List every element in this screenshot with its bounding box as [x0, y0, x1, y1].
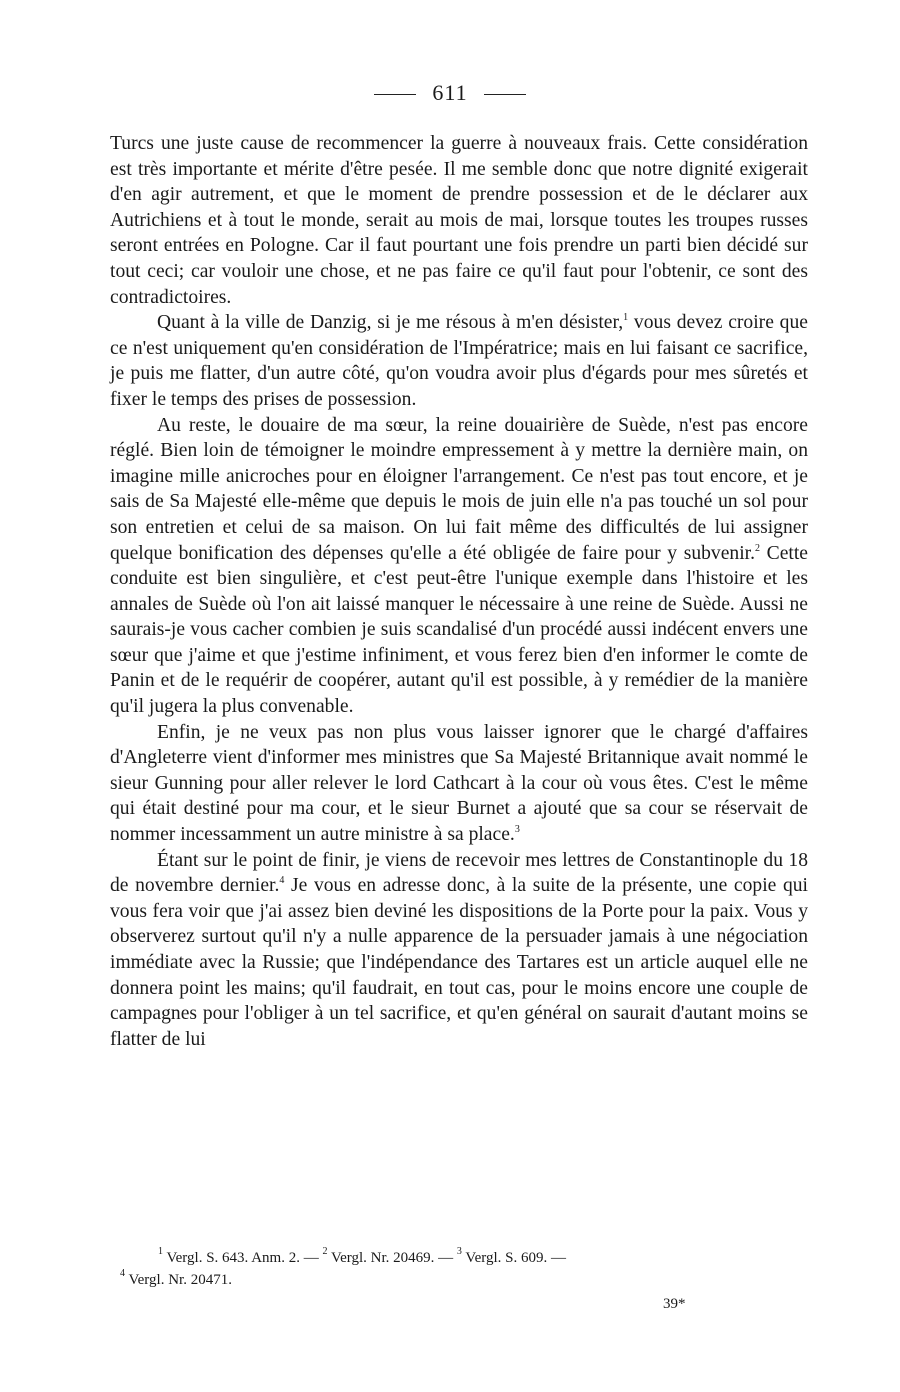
footnote-ref: 4	[279, 875, 285, 887]
paragraph	[110, 413, 808, 720]
footnote-ref: 2	[322, 1246, 328, 1257]
text-run: Vergl. Nr. 20471.	[125, 1272, 232, 1288]
footnote-ref: 4	[120, 1268, 125, 1279]
text-run: Vergl. Nr. 20469. —	[327, 1250, 457, 1266]
footnote-line	[120, 1247, 810, 1269]
text-run: Turcs une juste cause de recommencer la guerre à nouveaux frais. Cette considération est très importante et mérite d'être pesée. Il me semble donc que notre dignité exigerait d'en agir autrement, et que le moment de prendre possession et de le déclarer aux Autrichiens et à tout le monde, serait au mois de mai, lorsque toutes les troupes russes seront entrées en Pologne. Car il faut pourtant une fois prendre un parti bien décidé sur tout ceci; car vouloir une chose, et ne pas faire ce qu'il faut pour l'obtenir, ce sont des contradictoires.	[110, 133, 808, 308]
text-run: Au reste, le douaire de ma sœur, la reine douairière de Suède, n'est pas encore réglé. Bien loin de témoigner le moindre empressement à y mettre la dernière main, on imagine mille anicroches pour en éloigner l'arrangement. Ce n'est pas tout encore, et je sais de Sa Majesté elle-même que depuis le mois de juin elle n'a pas touché un sol pour son entretien et celui de sa maison. On lui fait même des difficultés de lui assigner quelque bonification des dépenses qu'elle a été obligée de faire pour y subvenir.	[110, 414, 808, 564]
paragraph	[110, 310, 808, 412]
paragraph	[110, 131, 808, 310]
footnote-ref: 1	[623, 312, 629, 324]
paragraph	[110, 720, 808, 848]
signature-mark: 39*	[663, 1296, 686, 1312]
footnote-ref: 2	[755, 542, 761, 554]
header-rule-left	[374, 94, 416, 95]
text-run: Vergl. S. 643. Anm. 2. —	[163, 1250, 323, 1266]
footnotes	[120, 1247, 810, 1291]
page-number: 611	[432, 80, 468, 105]
text-run: Vergl. S. 609. —	[461, 1250, 566, 1266]
page-header	[0, 80, 900, 106]
text-run: Étant sur le point de finir, je viens de recevoir mes lettres de Constantinople du 18 de novembre dernier.	[110, 849, 808, 897]
footnote-ref: 3	[514, 824, 520, 836]
paragraph	[110, 848, 808, 1053]
body-text	[110, 131, 808, 1052]
footnote-ref: 1	[158, 1246, 163, 1257]
footnote-line	[120, 1269, 810, 1291]
text-run: vous devez croire que ce n'est uniquement qu'en considération de l'Impératrice; mais en lui faisant ce sacrifice, je puis me flatter, d'un autre côté, qu'on voudra avoir plus d'égards pour mes sûretés et fixer le temps des prises de possession.	[110, 312, 808, 410]
text-run: Cette conduite est bien singulière, et c'est peut-être l'unique exemple dans l'histoire et les annales de Suède où l'on ait laissé manquer le nécessaire à une reine de Suède. Aussi ne saurais-je vous cacher combien je suis scandalisé d'un procédé aussi indécent envers une sœur que j'aime et que j'estime infiniment, et vous ferez bien d'en informer le comte de Panin et de le requérir de coopérer, autant qu'il est possible, à y remédier de la manière qu'il jugera la plus convenable.	[110, 542, 808, 718]
footnote-ref: 3	[456, 1246, 462, 1257]
text-run: Quant à la ville de Danzig, si je me résous à m'en désister,	[157, 312, 624, 334]
text-run: Enfin, je ne veux pas non plus vous laisser ignorer que le chargé d'affaires d'Angleterre vient d'informer mes ministres que Sa Majesté Britannique avait nommé le sieur Gunning pour aller relever le lord Cathcart à la cour où vous êtes. C'est le même qui était destiné pour ma cour, et le sieur Burnet a ajouté que sa cour se réservait de nommer incessamment un autre ministre à sa place.	[110, 721, 808, 846]
text-run: Je vous en adresse donc, à la suite de la présente, une copie qui vous fera voir que j'ai assez bien deviné les dispositions de la Porte pour la paix. Vous y observerez surtout qu'il n'y a nulle apparence de la persuader jamais à une négociation immédiate avec la Russie; que l'indépendance des Tartares est un article auquel elle ne donnera point les mains; qu'il faudrait, en tout cas, pour le moins encore une couple de campagnes pour l'obliger à un tel sacrifice, et qu'en général on saurait d'autant moins se flatter de lui	[110, 875, 809, 1050]
header-rule-right	[484, 94, 526, 95]
